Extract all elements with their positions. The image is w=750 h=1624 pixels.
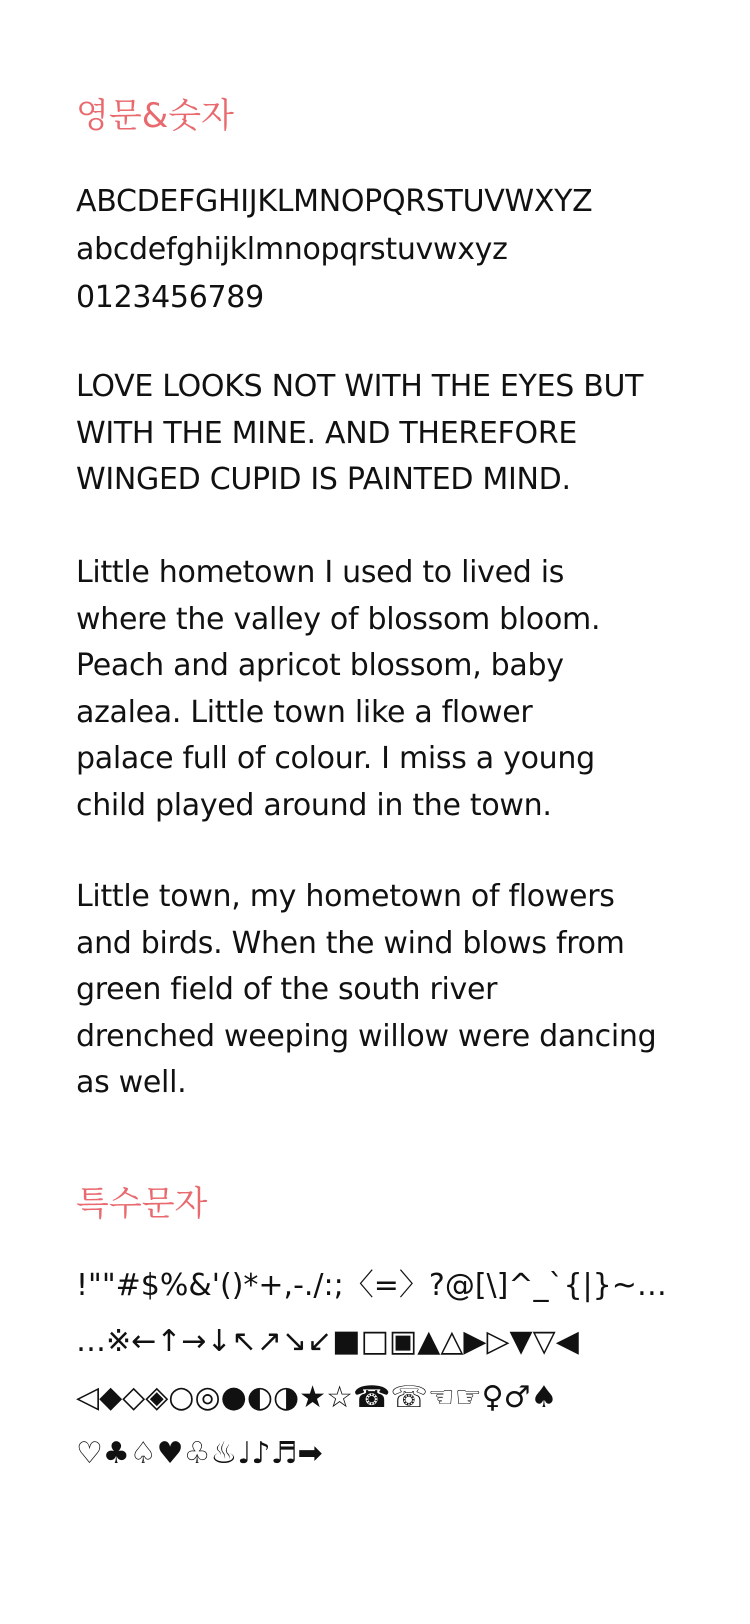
paragraph-line: WITH THE MINE. AND THEREFORE bbox=[76, 415, 578, 451]
paragraph-uppercase bbox=[76, 364, 736, 504]
special-characters-heading: 특수문자 bbox=[76, 1184, 208, 1224]
paragraph-line: LOVE LOOKS NOT WITH THE EYES BUT bbox=[76, 369, 644, 404]
charset-block bbox=[76, 178, 736, 322]
paragraph-little-town bbox=[76, 874, 736, 1107]
symbols-line: …※←↑→↓↖↗↘↙■□▣▲△▶▷▼▽◀ bbox=[76, 1324, 579, 1359]
lowercase-line: abcdefghijklmnopqrstuvwxyz bbox=[76, 232, 508, 267]
paragraph-line: as well. bbox=[76, 1065, 187, 1100]
paragraph-line: azalea. Little town like a flower bbox=[76, 694, 533, 730]
paragraph-line: and birds. When the wind blows from bbox=[76, 925, 625, 961]
digits-line: 0123456789 bbox=[76, 280, 264, 315]
uppercase-line: ABCDEFGHIJKLMNOPQRSTUVWXYZ bbox=[76, 184, 593, 219]
symbols-line: !""#$%&'()*+,-./:;〈=〉?@[\]^_`{|}~… bbox=[76, 1268, 667, 1303]
paragraph-line: Peach and apricot blossom, baby bbox=[76, 648, 564, 683]
paragraph-line: Little hometown I used to lived is bbox=[76, 555, 565, 590]
paragraph-line: child played around in the town. bbox=[76, 787, 552, 823]
symbols-line: ◁◆◇◈○◎●◐◑★☆☎☏☜☞♀♂♠ bbox=[76, 1380, 558, 1415]
paragraph-line: drenched weeping willow were dancing bbox=[76, 1018, 657, 1054]
paragraph-line: palace full of colour. I miss a young bbox=[76, 741, 595, 776]
alphanumeric-heading: 영문&숫자 bbox=[76, 96, 234, 136]
symbols-line: ♡♣♤♥♧♨♩♪♬➡ bbox=[76, 1436, 323, 1471]
special-characters-block bbox=[76, 1258, 736, 1482]
paragraph-line: Little town, my hometown of flowers bbox=[76, 879, 615, 914]
paragraph-line: where the valley of blossom bloom. bbox=[76, 601, 601, 637]
paragraph-line: WINGED CUPID IS PAINTED MIND. bbox=[76, 462, 571, 497]
paragraph-hometown bbox=[76, 550, 736, 829]
paragraph-line: green field of the south river bbox=[76, 972, 498, 1007]
